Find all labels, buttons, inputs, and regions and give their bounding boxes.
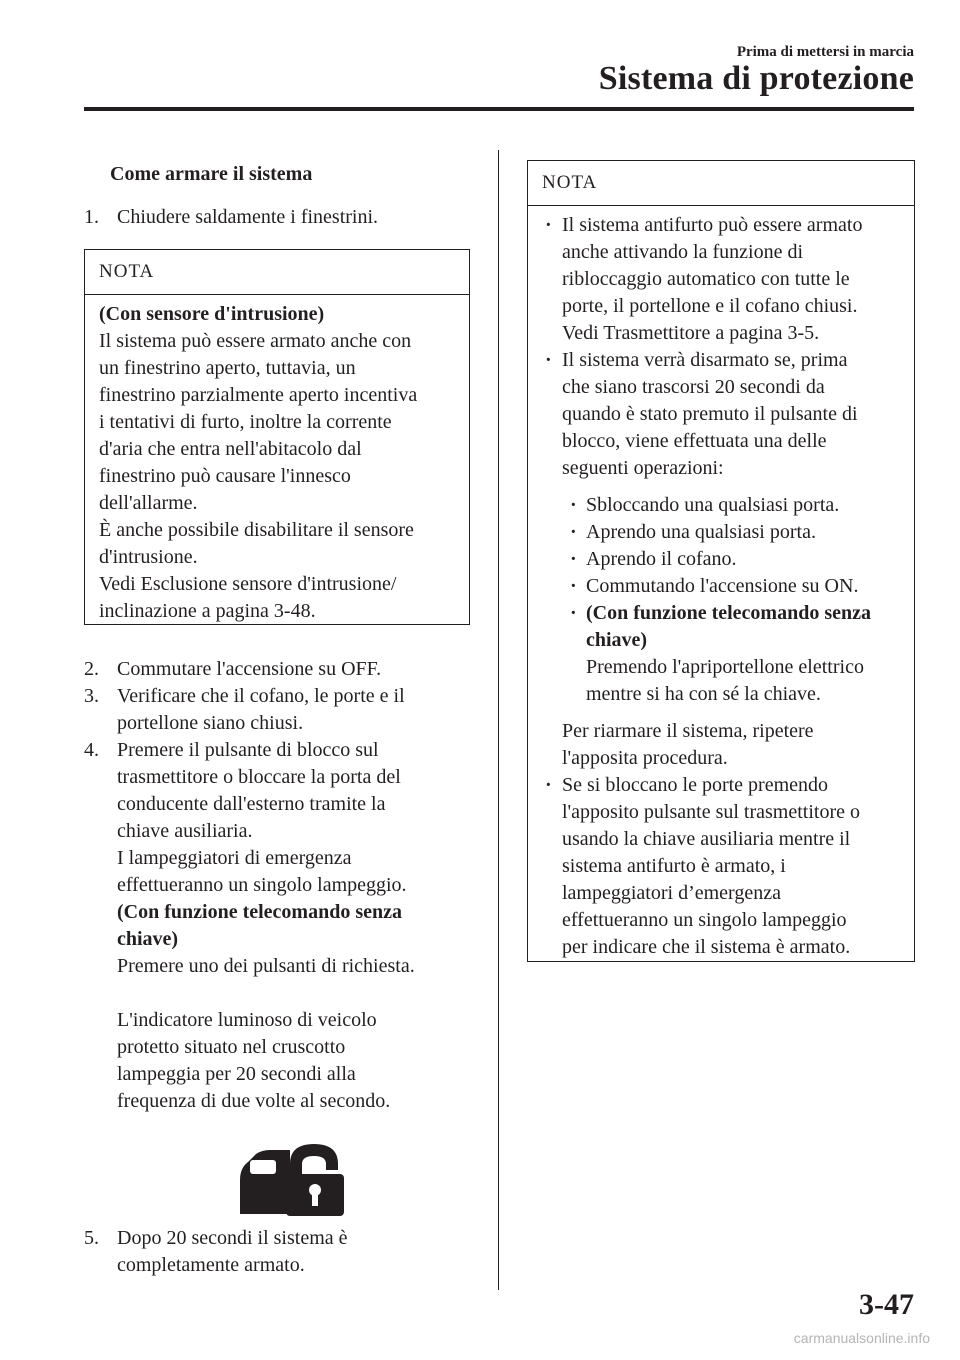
step-number: 5. xyxy=(84,1227,99,1249)
paragraph-line: Per riarmare il sistema, ripetere xyxy=(562,720,814,742)
step-number: 3. xyxy=(84,685,99,707)
bullet-item xyxy=(542,347,900,482)
bullet-line: effettueranno un singolo lampeggio xyxy=(562,909,847,931)
page-title: Sistema di protezione xyxy=(598,60,914,97)
section-heading: Come armare il sistema xyxy=(110,163,313,185)
step-text: I lampeggiatori di emergenza xyxy=(117,847,352,869)
step-text: effettueranno un singolo lampeggio. xyxy=(117,874,407,896)
bullet-item xyxy=(542,772,900,961)
step-text: Chiudere saldamente i finestrini. xyxy=(117,206,379,228)
nota-line: d'aria che entra nell'abitacolo dal xyxy=(99,438,362,460)
nota-line: d'intrusione. xyxy=(99,546,198,568)
sub-bullet-item xyxy=(542,600,900,708)
paragraph-line: l'apposita procedura. xyxy=(562,747,728,769)
step-bold-text: chiave) xyxy=(117,928,179,950)
bullet-line: per indicare che il sistema è armato. xyxy=(562,936,851,958)
nota-line: inclinazione a pagina 3-48. xyxy=(99,600,316,622)
step-2 xyxy=(84,656,484,683)
step-text: Premere uno dei pulsanti di richiesta. xyxy=(117,955,415,977)
nota-box-antitheft xyxy=(527,160,915,962)
bullet-line: Vedi Trasmettitore a pagina 3-5. xyxy=(562,322,820,344)
nota-line: finestrino può causare l'innesco xyxy=(99,465,351,487)
step-text: chiave ausiliaria. xyxy=(117,820,253,842)
step-text: portellone siano chiusi. xyxy=(117,712,304,734)
nota-line: Vedi Esclusione sensore d'intrusione/ xyxy=(99,573,397,595)
bullet-line: seguenti operazioni: xyxy=(562,457,724,479)
sub-bullet-bold: · (Con funzione telecomando senza xyxy=(586,602,871,624)
bullet-line: porte, il portellone e il cofano chiusi. xyxy=(562,295,858,317)
page-number: 3-47 xyxy=(859,1288,914,1321)
sub-bullet-line: mentre si ha con sé la chiave. xyxy=(586,683,821,705)
spacer xyxy=(117,980,484,1007)
nota-line: Il sistema può essere armato anche con xyxy=(99,330,412,352)
step-4 xyxy=(84,737,484,1115)
step-3 xyxy=(84,683,484,737)
bullet-line: ribloccaggio automatico con tutte le xyxy=(562,268,850,290)
step-number: 1. xyxy=(84,206,99,228)
nota-label: NOTA xyxy=(85,250,469,295)
bullet-line: lampeggiatori d’emergenza xyxy=(562,882,781,904)
sub-bullet-item: · Commutando l'accensione su ON. xyxy=(542,573,900,600)
step-text: Verificare che il cofano, le porte e il xyxy=(117,685,405,707)
nota-line: finestrino parzialmente aperto incentiva xyxy=(99,384,418,406)
step-text: L'indicatore luminoso di veicolo xyxy=(117,1009,377,1031)
bullet-line: anche attivando la funzione di xyxy=(562,241,804,263)
step-text: conducente dall'esterno tramite la xyxy=(117,793,386,815)
nota-line: È anche possibile disabilitare il sensore xyxy=(99,519,414,541)
sub-bullet-item: · Sbloccando una qualsiasi porta. xyxy=(542,492,900,519)
rearm-paragraph xyxy=(542,718,900,772)
sub-bullet-bold: chiave) xyxy=(586,629,648,651)
column-divider xyxy=(498,150,499,1290)
step-text: completamente armato. xyxy=(117,1254,305,1276)
step-bold-text: (Con funzione telecomando senza xyxy=(117,901,402,923)
bullet-line: · Il sistema antifurto può essere armato xyxy=(562,214,863,236)
step-text: Premere il pulsante di blocco sul xyxy=(117,739,379,761)
header-rule xyxy=(84,107,914,111)
step-text: Dopo 20 secondi il sistema è xyxy=(117,1227,348,1249)
bullet-line: blocco, viene effettuata una delle xyxy=(562,430,827,452)
nota-box-intrusion xyxy=(84,249,470,625)
nota-label: NOTA xyxy=(528,161,914,206)
nota-line: dell'allarme. xyxy=(99,492,198,514)
sub-bullet-item: · Aprendo una qualsiasi porta. xyxy=(542,519,900,546)
sub-bullet-item: · Aprendo il cofano. xyxy=(542,546,900,573)
step-number: 4. xyxy=(84,739,99,761)
step-text: lampeggia per 20 secondi alla xyxy=(117,1063,356,1085)
bullet-line: che siano trascorsi 20 secondi da xyxy=(562,376,825,398)
sub-bullet-line: Premendo l'apriportellone elettrico xyxy=(586,656,864,678)
bullet-line: · Il sistema verrà disarmato se, prima xyxy=(562,349,848,371)
watermark: carmanualsonline.info xyxy=(793,1330,930,1346)
bullet-line: sistema antifurto è armato, i xyxy=(562,855,786,877)
bullet-item xyxy=(542,212,900,347)
step-text: frequenza di due volte al secondo. xyxy=(117,1090,391,1112)
security-indicator-icon xyxy=(238,1140,346,1216)
step-text: protetto situato nel cruscotto xyxy=(117,1036,346,1058)
nota-line: i tentativi di furto, inoltre la corrente xyxy=(99,411,392,433)
bullet-line: quando è stato premuto il pulsante di xyxy=(562,403,858,425)
step-text: trasmettitore o bloccare la porta del xyxy=(117,766,401,788)
nota-bold-heading: (Con sensore d'intrusione) xyxy=(99,303,325,325)
step-1 xyxy=(84,204,474,231)
bullet-line: · Se si bloccano le porte premendo xyxy=(562,774,829,796)
step-number: 2. xyxy=(84,658,99,680)
nota-line: un finestrino aperto, tuttavia, un xyxy=(99,357,356,379)
step-5 xyxy=(84,1225,484,1279)
bullet-line: usando la chiave ausiliaria mentre il xyxy=(562,828,851,850)
step-text: Commutare l'accensione su OFF. xyxy=(117,658,382,680)
bullet-line: l'apposito pulsante sul trasmettitore o xyxy=(562,801,860,823)
section-header: Prima di mettersi in marcia xyxy=(736,44,914,60)
